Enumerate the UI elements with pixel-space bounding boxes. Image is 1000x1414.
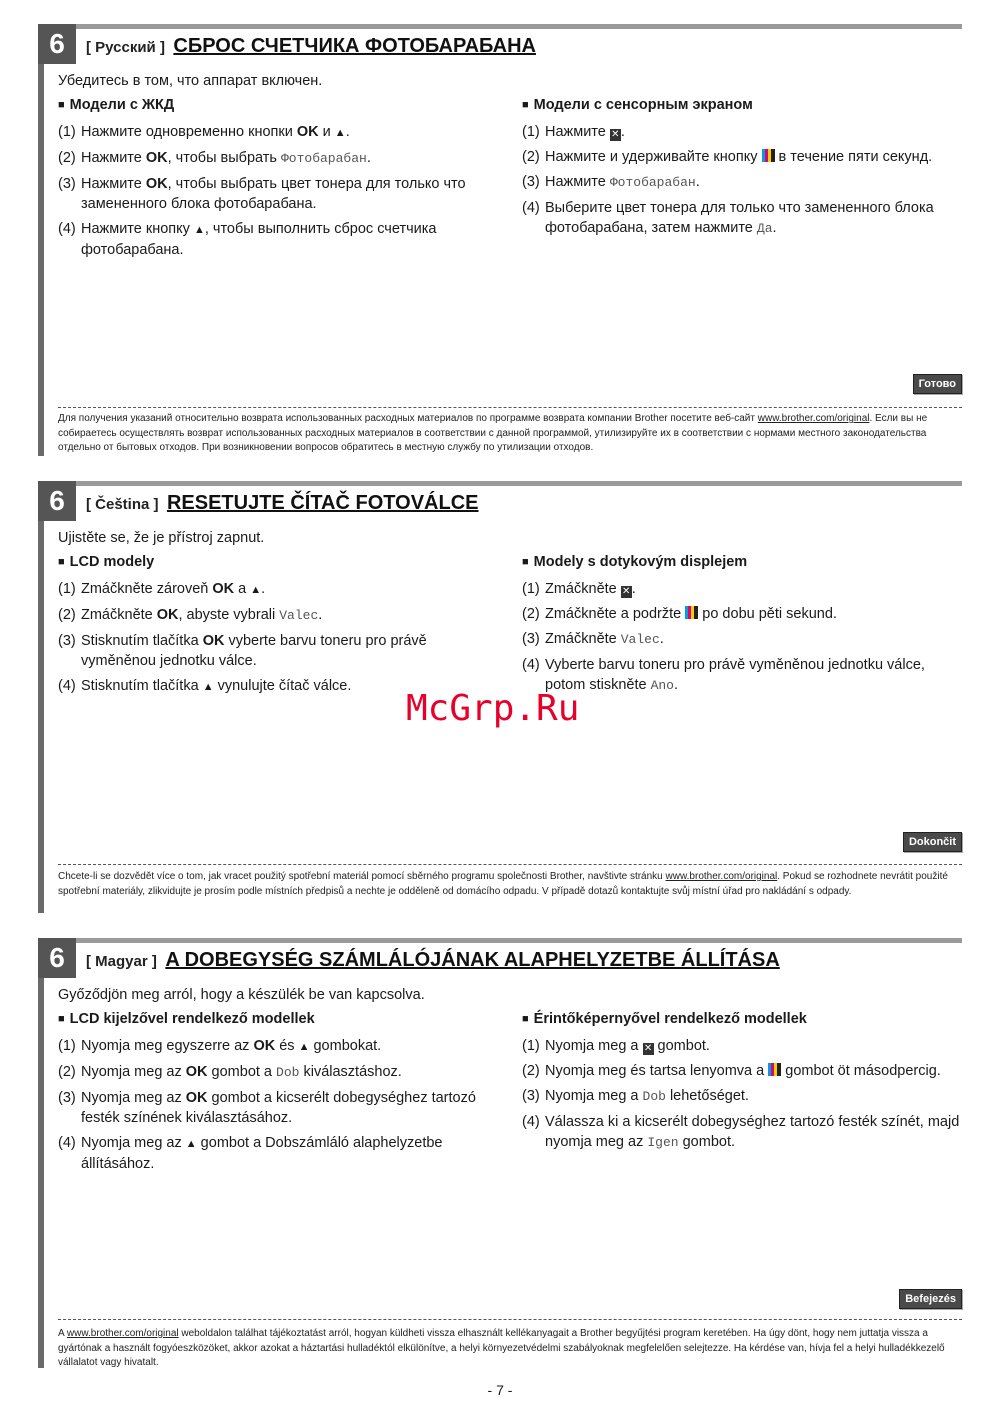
toner-ink-icon — [768, 1063, 781, 1076]
ok-key-label: OK — [145, 176, 168, 192]
step-text: Stisknutím tlačítka — [81, 678, 203, 694]
list-item — [522, 1112, 967, 1153]
footnote-text: A — [58, 1328, 67, 1339]
ok-key-label: OK — [156, 607, 179, 623]
step-index: (2) — [58, 607, 76, 623]
page-number: - 7 - — [487, 1382, 513, 1398]
section-heading — [86, 949, 780, 972]
lcd-models-column — [58, 554, 503, 702]
ok-key-label: OK — [202, 633, 225, 649]
cancel-x-icon: ✕ — [622, 586, 631, 597]
step-number: 6 — [38, 24, 76, 64]
step-text: Nyomja meg egyszerre az — [81, 1038, 254, 1054]
step-text: Zmáčkněte — [81, 607, 157, 623]
list-item — [58, 174, 503, 214]
ok-key-label: OK — [212, 581, 235, 597]
footnote-text: . Pokud se rozhodnete nevrátit použité spotřební materiály, zlikvidujte je prosím podle místních předpisů a nechte je odděleně od domácího odpadu. V případě dotazů kontaktujte svůj místní úřad pro nakládání s odpady. — [58, 871, 948, 897]
step-text: . — [659, 631, 664, 647]
intro-text: Ujistěte se, že je přístroj zapnut. — [58, 530, 265, 546]
step-index: (1) — [58, 581, 76, 597]
step-list — [58, 122, 503, 260]
step-index: (2) — [58, 1064, 76, 1080]
list-item — [522, 579, 967, 599]
column-heading: ■ Érintőképernyővel rendelkező modellek — [522, 1011, 967, 1027]
step-index: (1) — [522, 124, 540, 140]
up-arrow-icon: ▲ — [193, 224, 205, 236]
footnote-text: . Если вы не собираетесь осуществлять возврат использованных расходных материалов в соответствии с данной программой, утилизируйте их в соответствии с нормами местного законодательства отдельно от бытовых отходов. При возникновении вопросов обратитесь в местную службу по утилизации отходов. — [58, 413, 928, 453]
section-hungarian — [38, 938, 962, 1368]
brother-original-link[interactable]: www.brother.com/original — [66, 1328, 179, 1339]
ok-key-label: OK — [185, 1090, 208, 1106]
step-text: . — [772, 220, 777, 236]
brother-original-link[interactable]: www.brother.com/original — [757, 413, 870, 424]
lcd-menu-text: Да — [756, 221, 773, 236]
section-left-bar — [38, 938, 44, 1368]
lcd-models-column — [58, 1011, 503, 1179]
step-text: . — [366, 150, 371, 166]
step-index: (3) — [58, 633, 76, 649]
touchscreen-models-column — [522, 97, 967, 244]
step-text: . — [631, 581, 636, 597]
step-text: Zmáčkněte — [545, 581, 621, 597]
step-text: Нажмите — [81, 176, 146, 192]
step-text: Zmáčkněte — [545, 631, 621, 647]
step-text: Nyomja meg a — [545, 1038, 643, 1054]
recycling-footnote — [58, 870, 962, 899]
toner-ink-icon — [762, 149, 775, 162]
step-number: 6 — [38, 938, 76, 978]
language-label: [ Čeština ] — [86, 496, 159, 513]
lcd-menu-text: Valec — [279, 608, 319, 623]
done-badge: Befejezés — [899, 1289, 962, 1309]
dashed-divider — [58, 864, 962, 865]
step-index: (4) — [522, 200, 540, 216]
list-item — [58, 219, 503, 260]
step-list — [522, 1036, 967, 1153]
step-list — [58, 1036, 503, 1174]
list-item — [522, 1061, 967, 1081]
footnote-text: weboldalon találhat tájékoztatást arról, hogyan küldheti vissza elhasznált kellékanyagait a Brother begyűjtési program keretében. Ha úgy dönt, hogy nem juttatja vissza a gyártónak a használt fogyóeszközöket, akkor azokat a háztartási hulladéktól elkülönítve, a helyi környezetvédelmi szabályoknak megfelelően selejtezze. Ha kérdése van, hívja fel a helyi hulladékkezelő vállalatot vagy hivatalt. — [58, 1328, 945, 1368]
step-text: gombokat. — [309, 1038, 382, 1054]
touchscreen-models-column — [522, 554, 967, 701]
step-index: (2) — [522, 1063, 540, 1079]
done-badge: Dokončit — [903, 832, 962, 852]
list-item — [522, 629, 967, 650]
step-index: (4) — [58, 1135, 76, 1151]
step-text: , чтобы выбрать цвет тонера для только что замененного блока фотобарабана. — [81, 176, 466, 212]
intro-text: Győződjön meg arról, hogy a készülék be van kapcsolva. — [58, 987, 425, 1003]
step-index: (4) — [58, 678, 76, 694]
step-index: (3) — [522, 631, 540, 647]
step-index: (3) — [522, 1088, 540, 1104]
step-text: Stisknutím tlačítka — [81, 633, 203, 649]
column-heading: ■ Modely s dotykovým displejem — [522, 554, 967, 570]
section-russian — [38, 24, 962, 456]
recycling-footnote — [58, 1327, 962, 1371]
list-item — [522, 655, 967, 696]
lcd-models-column — [58, 97, 503, 265]
section-title: RESETUJTE ČÍTAČ FOTOVÁLCE — [166, 492, 479, 514]
step-text: Нажмите кнопку — [81, 221, 194, 237]
step-text: lehetőséget. — [665, 1088, 749, 1104]
list-item — [58, 122, 503, 143]
list-item — [522, 147, 967, 167]
step-text: Nyomja meg az — [81, 1090, 186, 1106]
up-arrow-icon: ▲ — [250, 584, 262, 596]
list-item — [58, 631, 503, 671]
step-text: , чтобы выполнить сброс счетчика фотобарабана. — [81, 221, 437, 258]
step-list — [58, 579, 503, 697]
step-text: gombot. — [653, 1038, 710, 1054]
step-text: vyberte barvu toneru pro právě vyměněnou jednotku válce. — [81, 633, 427, 669]
list-item — [522, 1036, 967, 1056]
step-text: , чтобы выбрать — [167, 150, 281, 166]
step-text: . — [261, 581, 266, 597]
lcd-menu-text: Фотобарабан — [281, 151, 367, 166]
step-text: Нажмите — [545, 174, 610, 190]
step-text: Нажмите — [81, 150, 146, 166]
language-label: [ Русский ] — [86, 39, 165, 56]
up-arrow-icon: ▲ — [298, 1041, 310, 1053]
section-left-bar — [38, 481, 44, 913]
step-index: (2) — [522, 149, 540, 165]
step-text: kiválasztáshoz. — [299, 1064, 402, 1080]
step-text: Nyomja meg az — [81, 1135, 186, 1151]
list-item — [522, 198, 967, 239]
lcd-menu-text: Valec — [620, 632, 660, 647]
step-text: . — [345, 124, 350, 140]
lcd-menu-text: Ano — [650, 678, 674, 693]
section-title: A DOBEGYSÉG SZÁMLÁLÓJÁNAK ALAPHELYZETBE ÁLLÍTÁSA — [165, 949, 780, 971]
step-text: gombot a Dobszámláló alaphelyzetbe állításához. — [81, 1135, 443, 1172]
section-top-bar — [38, 938, 962, 943]
step-index: (1) — [58, 124, 76, 140]
list-item — [522, 122, 967, 142]
list-item — [58, 605, 503, 626]
toner-ink-icon — [685, 606, 698, 619]
section-left-bar — [38, 24, 44, 456]
ok-key-label: OK — [145, 150, 168, 166]
list-item — [58, 1036, 503, 1057]
lcd-menu-text: Dob — [276, 1065, 300, 1080]
step-text: a — [234, 581, 251, 597]
footnote-text: Chcete-li se dozvědět více o tom, jak vracet použitý spotřební materiál pomocí sběrného programu společnosti Brother, navštivte stránku — [58, 871, 666, 882]
step-index: (2) — [58, 150, 76, 166]
step-text: . — [673, 677, 679, 693]
step-list — [522, 122, 967, 239]
brother-original-link[interactable]: www.brother.com/original — [665, 871, 778, 882]
column-heading: ■ LCD modely — [58, 554, 503, 570]
step-index: (4) — [522, 1114, 540, 1130]
column-heading: ■ Модели с ЖКД — [58, 97, 503, 113]
list-item — [58, 1062, 503, 1083]
step-text: gombot. — [678, 1134, 735, 1150]
step-text: Nyomja meg a — [545, 1088, 643, 1104]
step-index: (1) — [522, 581, 540, 597]
list-item — [58, 1133, 503, 1174]
step-text: , abyste vybrali — [178, 607, 280, 623]
language-label: [ Magyar ] — [86, 953, 157, 970]
list-item — [58, 1088, 503, 1128]
step-text: és — [275, 1038, 299, 1054]
ok-key-label: OK — [253, 1038, 276, 1054]
ok-key-label: OK — [185, 1064, 208, 1080]
list-item — [58, 148, 503, 169]
watermark: McGrp.Ru — [406, 688, 580, 729]
section-heading — [86, 492, 478, 515]
step-index: (1) — [522, 1038, 540, 1054]
up-arrow-icon: ▲ — [185, 1138, 197, 1150]
step-text: Zmáčkněte a podržte — [545, 606, 686, 622]
section-title: СБРОС СЧЕТЧИКА ФОТОБАРАБАНА — [173, 35, 536, 57]
step-index: (4) — [522, 657, 540, 673]
dashed-divider — [58, 1319, 962, 1320]
recycling-footnote — [58, 412, 962, 456]
section-top-bar — [38, 24, 962, 29]
section-heading — [86, 35, 536, 58]
step-text: gombot a — [207, 1064, 277, 1080]
step-text: Vyberte barvu toneru pro právě vyměněnou jednotku válce, potom stiskněte — [545, 657, 925, 693]
step-text: Нажмите и удерживайте кнопку — [545, 149, 762, 165]
done-badge: Готово — [913, 374, 962, 394]
step-text: vynulujte čítač válce. — [213, 678, 352, 694]
step-text: Nyomja meg az — [81, 1064, 186, 1080]
step-text: Válassza ki a kicserélt dobegységhez tartozó festék színét, majd nyomja meg az — [545, 1114, 960, 1150]
step-text: и — [318, 124, 335, 140]
step-index: (1) — [58, 1038, 76, 1054]
step-text: Выберите цвет тонера для только что замененного блока фотобарабана, затем нажмите — [545, 200, 934, 236]
lcd-menu-text: Igen — [647, 1135, 679, 1150]
step-text: po dobu pěti sekund. — [698, 606, 837, 622]
list-item — [522, 604, 967, 624]
step-text: Нажмите — [545, 124, 610, 140]
step-text: . — [620, 124, 625, 140]
lcd-menu-text: Dob — [642, 1089, 666, 1104]
step-index: (3) — [522, 174, 540, 190]
column-heading: ■ Модели с сенсорным экраном — [522, 97, 967, 113]
up-arrow-icon: ▲ — [334, 127, 346, 139]
dashed-divider — [58, 407, 962, 408]
cancel-x-icon: ✕ — [643, 1043, 653, 1054]
step-index: (2) — [522, 606, 540, 622]
cancel-x-icon: ✕ — [611, 129, 620, 140]
step-text: Zmáčkněte zároveň — [81, 581, 213, 597]
step-text: Нажмите одновременно кнопки — [81, 124, 297, 140]
up-arrow-icon: ▲ — [202, 681, 214, 693]
list-item — [522, 172, 967, 193]
step-text: gombot öt másodpercig. — [781, 1063, 941, 1079]
step-text: Nyomja meg és tartsa lenyomva a — [545, 1063, 769, 1079]
step-index: (4) — [58, 221, 76, 237]
ok-key-label: OK — [296, 124, 319, 140]
step-text: . — [318, 607, 323, 623]
footnote-text: Для получения указаний относительно возврата использованных расходных материалов по программе возврата компании Brother посетите веб-сайт — [58, 413, 758, 424]
list-item — [522, 1086, 967, 1107]
step-index: (3) — [58, 1090, 76, 1106]
section-top-bar — [38, 481, 962, 486]
intro-text: Убедитесь в том, что аппарат включен. — [58, 73, 323, 89]
lcd-menu-text: Фотобарабан — [609, 175, 696, 190]
column-heading: ■ LCD kijelzővel rendelkező modellek — [58, 1011, 503, 1027]
step-text: gombot a kicserélt dobegységhez tartozó festék színének kiválasztásához. — [81, 1090, 476, 1126]
step-list — [522, 579, 967, 696]
list-item — [58, 579, 503, 600]
step-number: 6 — [38, 481, 76, 521]
touchscreen-models-column — [522, 1011, 967, 1158]
step-text: в течение пяти секунд. — [774, 149, 933, 165]
step-index: (3) — [58, 176, 76, 192]
step-text: . — [695, 174, 700, 190]
